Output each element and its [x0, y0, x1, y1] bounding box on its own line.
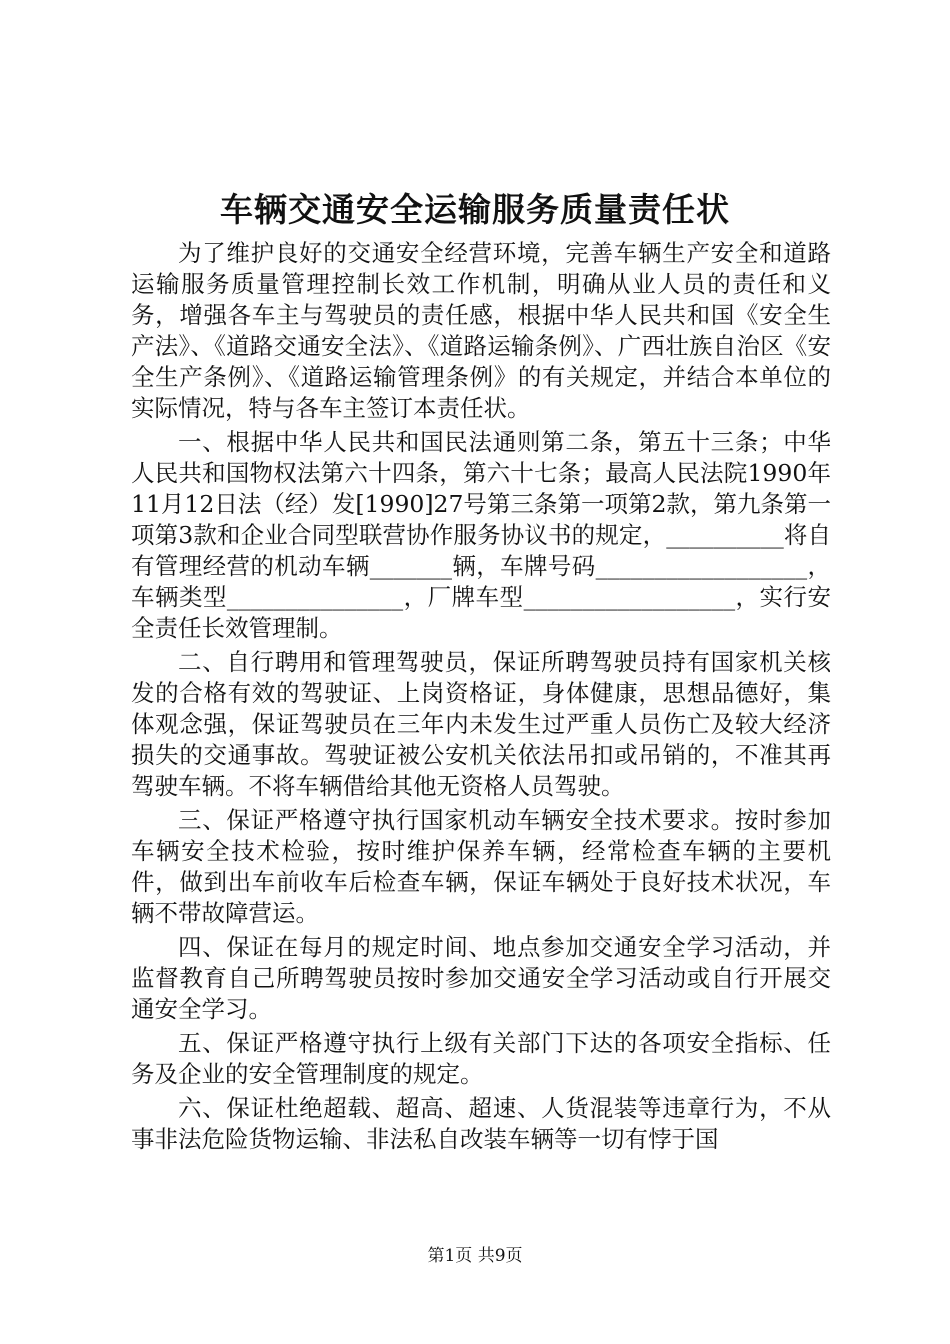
page-number-footer: 第1页 共9页: [427, 1246, 523, 1266]
paragraph-clause-4: 四、保证在每月的规定时间、地点参加交通安全学习活动，并监督教育自己所聘驾驶员按时参加交通安全学习活动或自行开展交通安全学习。: [131, 933, 831, 1023]
document-body: [131, 238, 831, 1158]
paragraph-clause-6: 六、保证杜绝超载、超高、超速、人货混装等违章行为，不从事非法危险货物运输、非法私自改装车辆等一切有悖于国: [131, 1094, 831, 1153]
document-title: 车辆交通安全运输服务质量责任状: [220, 190, 730, 229]
paragraph-clause-5: 五、保证严格遵守执行上级有关部门下达的各项安全指标、任务及企业的安全管理制度的规定。: [131, 1029, 831, 1088]
paragraph-clause-2: 二、自行聘用和管理驾驶员，保证所聘驾驶员持有国家机关核发的合格有效的驾驶证、上岗资格证，身体健康，思想品德好，集体观念强，保证驾驶员在三年内未发生过严重人员伤亡及较大经济损失的交通事故。驾驶证被公安机关依法吊扣或吊销的，不准其再驾驶车辆。不将车辆借给其他无资格人员驾驶。: [131, 648, 831, 800]
paragraph-clause-1: 一、根据中华人民共和国民法通则第二条，第五十三条；中华人民共和国物权法第六十四条，第六十七条；最高人民法院1990年11月12日法（经）发[1990]27号第三条第一项第2款，第九条第一项第3款和企业合同型联营协作服务协议书的规定，__________将自有管理经营的机动车辆_______辆，车牌号码__________________，车辆类型_______________，厂牌车型__________________，实行安全责任长效管理制。: [131, 428, 831, 642]
paragraph-clause-3: 三、保证严格遵守执行国家机动车辆安全技术要求。按时参加车辆安全技术检验，按时维护保养车辆，经常检查车辆的主要机件，做到出车前收车后检查车辆，保证车辆处于良好技术状况，车辆不带故障营运。: [131, 806, 831, 927]
paragraph-intro: 为了维护良好的交通安全经营环境，完善车辆生产安全和道路运输服务质量管理控制长效工作机制，明确从业人员的责任和义务，增强各车主与驾驶员的责任感，根据中华人民共和国《安全生产法》、《道路交通安全法》、《道路运输条例》、广西壮族自治区《安全生产条例》、《道路运输管理条例》的有关规定，并结合本单位的实际情况，特与各车主签订本责任状。: [131, 239, 831, 422]
